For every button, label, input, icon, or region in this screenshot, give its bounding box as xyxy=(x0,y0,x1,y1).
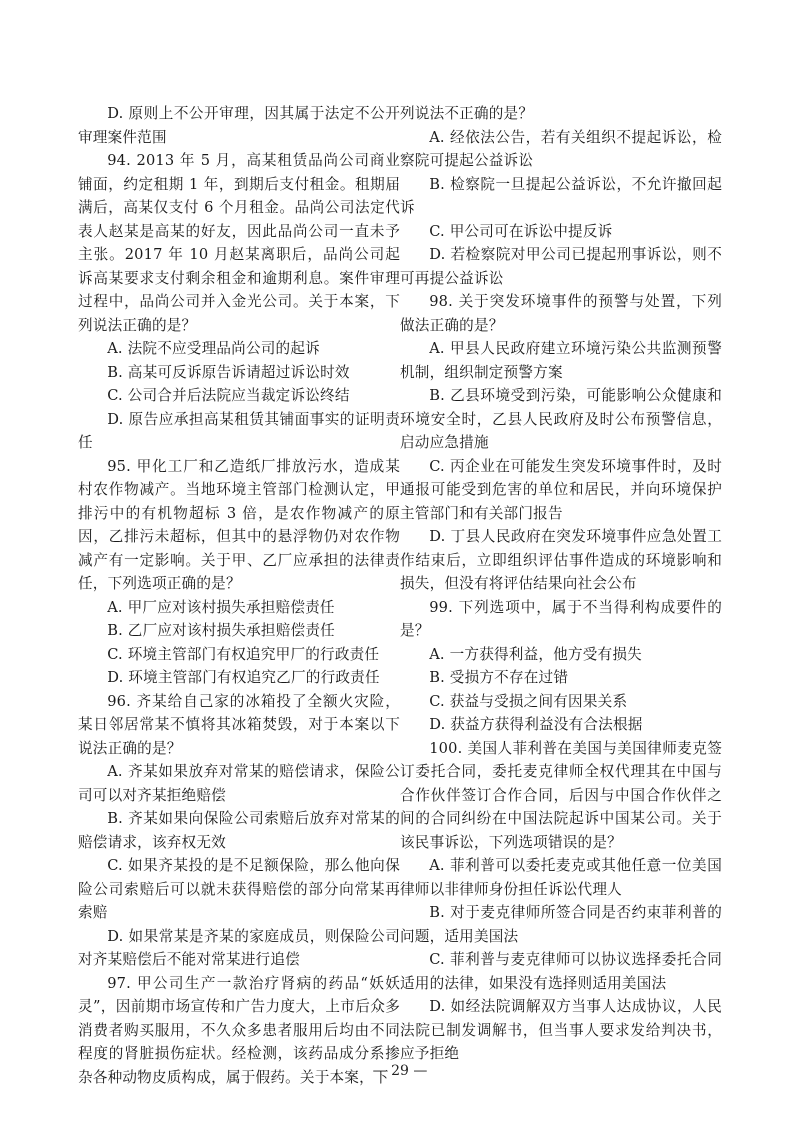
page-number: — 29 — xyxy=(372,1063,428,1079)
option-99-c: C. 获益与受损之间有因果关系 xyxy=(429,692,628,710)
option-98-c: C. 丙企业在可能发生突发环境事件时，及时通报可能受到危害的单位和居民，并向环境保护主管部门和有关部门报告 xyxy=(400,457,722,522)
question-98: 98. 关于突发环境事件的预警与处置，下列做法正确的是？ xyxy=(400,293,722,334)
question-97: 97. 甲公司生产一款治疗肾病的药品“妖妖灵”，因前期市场宣传和广告力度大，上市后众多消费者购买服用，不久众多患者服用后均由不同程度的肾脏损伤症状。经检测，该药品成分系掺杂各种动物皮质构成，属于假药。关于本案，下 xyxy=(78,974,400,1086)
option-100-c: C. 菲利普与麦克律师可以协议选择委托合同适用的法律，如果没有选择则适用美国法 xyxy=(400,951,722,992)
option-94-a: A. 法院不应受理品尚公司的起诉 xyxy=(107,340,320,357)
option-99-d: D. 获益方获得利益没有合法根据 xyxy=(429,716,643,733)
option-100-b: B. 对于麦克律师所签合同是否约束菲利普的问题，适用美国法 xyxy=(400,904,722,945)
option-95-d: D. 环境主管部门有权追究乙厂的行政责任 xyxy=(107,669,380,686)
option-96-c: C. 如果齐某投的是不足额保险，那么他向保险公司索赔后可以就未获得赔偿的部分向常某再索赔 xyxy=(78,857,400,921)
option-97-d: D. 若检察院对甲公司已提起刑事诉讼，则不可再提公益诉讼 xyxy=(400,246,722,287)
option-100-d: D. 如经法院调解双方当事人达成协议，人民法院已制发调解书，但当事人要求发给判决书，应予拒绝 xyxy=(400,998,722,1062)
option-99-a: A. 一方获得利益，他方受有损失 xyxy=(429,645,642,663)
question-99: 99. 下列选项中，属于不当得利构成要件的是？ xyxy=(400,598,722,639)
option-97-a: A. 经依法公告，若有关组织不提起诉讼，检察院可提起公益诉讼 xyxy=(400,128,722,169)
option-94-b: B. 高某可反诉原告诉请超过诉讼时效 xyxy=(107,363,350,381)
option-100-a: A. 菲利普可以委托麦克或其他任意一位美国律师以非律师身份担任诉讼代理人 xyxy=(400,857,722,898)
question-100: 100. 美国人菲利普在美国与美国律师麦克签订委托合同，委托麦克律师全权代理其在中国与合作伙伴签订合作合同，后因与中国合作伙伴之间的合同纠纷在中国法院起诉中国某公司。关于该民事诉讼，下列选项错误的是？ xyxy=(400,739,722,851)
option-97-c: C. 甲公司可在诉讼中提反诉 xyxy=(429,222,613,240)
option-98-a: A. 甲县人民政府建立环境污染公共监测预警机制，组织制定预警方案 xyxy=(400,340,722,381)
option-96-d: D. 如果常某是齐某的家庭成员，则保险公司对齐某赔偿后不能对常某进行追偿 xyxy=(78,927,400,968)
option-94-d: D. 原告应承担高某租赁其铺面事实的证明责任 xyxy=(78,410,400,451)
option-93-d: D. 原则上不公开审理，因其属于法定不公开审理案件范围 xyxy=(78,105,400,146)
option-97-b: B. 检察院一旦提起公益诉讼，不允许撤回起诉 xyxy=(400,175,722,216)
option-94-c: C. 公司合并后法院应当裁定诉讼终结 xyxy=(107,387,350,404)
option-95-a: A. 甲厂应对该村损失承担赔偿责任 xyxy=(107,598,335,616)
question-96: 96. 齐某给自己家的冰箱投了全额火灾险，某日邻居常某不慎将其冰箱焚毁，对于本案以下说法正确的是？ xyxy=(78,692,400,757)
question-97-continued: 列说法不正确的是？ xyxy=(400,105,534,122)
option-95-b: B. 乙厂应对该村损失承担赔偿责任 xyxy=(107,622,335,639)
question-95: 95. 甲化工厂和乙造纸厂排放污水，造成某村农作物减产。当地环境主管部门检测认定，甲排污中的有机物超标 3 倍，是农作物减产的原因，乙排污未超标，但其中的悬浮物仍对农作物减产有一定影响。关于甲、乙厂应承担的法律责任，下列选项正确的是？ xyxy=(78,457,400,592)
right-column xyxy=(400,102,722,1066)
left-column xyxy=(78,102,400,1089)
question-94: 94. 2013 年 5 月，高某租赁品尚公司商业铺面，约定租期 1 年，到期后支付租金。租期届满后，高某仅支付 6 个月租金。品尚公司法定代表人赵某是高某的好友，因此品尚公司一直未予主张。2017 年 10 月赵某离职后，品尚公司起诉高某要求支付剩余租金和逾期利息。案件审理过程中，品尚公司并入金光公司。关于本案，下列说法正确的是？ xyxy=(78,152,400,334)
option-98-b: B. 乙县环境受到污染，可能影响公众健康和环境安全时，乙县人民政府及时公布预警信息，启动应急措施 xyxy=(400,387,722,451)
option-95-c: C. 环境主管部门有权追究甲厂的行政责任 xyxy=(107,645,380,663)
option-99-b: B. 受损方不存在过错 xyxy=(429,669,569,686)
option-96-a: A. 齐某如果放弃对常某的赔偿请求，保险公司可以对齐某拒绝赔偿 xyxy=(78,763,400,804)
option-98-d: D. 丁县人民政府在突发环境事件应急处置工作结束后，立即组织评估事件造成的环境影响和损失，但没有将评估结果向社会公布 xyxy=(400,528,722,592)
option-96-b: B. 齐某如果向保险公司索赔后放弃对常某的赔偿请求，该弃权无效 xyxy=(78,810,400,851)
